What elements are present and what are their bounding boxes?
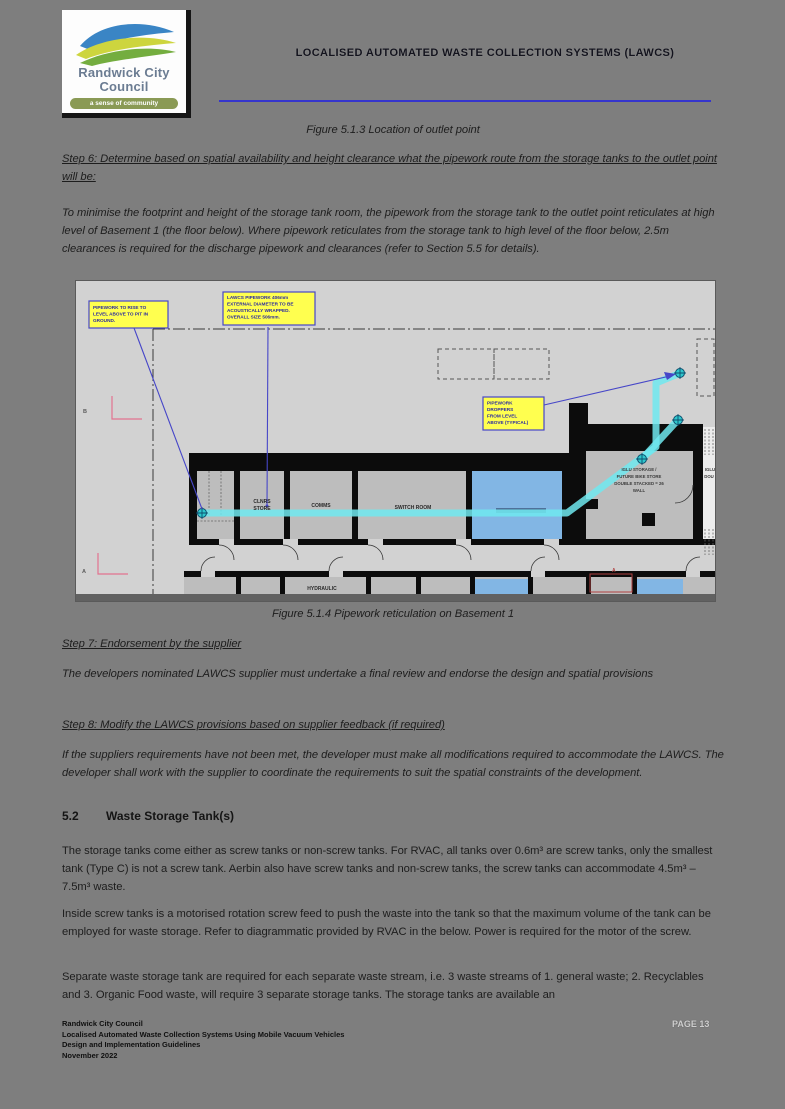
logo-waves-icon (62, 10, 186, 66)
iglu-right-label-2: DOU (704, 474, 714, 479)
iglu-label-4: WALL (632, 488, 646, 493)
figure-bottom-band (76, 594, 715, 601)
footer-guidelines: Design and Implementation Guidelines (62, 1040, 201, 1049)
document-header-title: LOCALISED AUTOMATED WASTE COLLECTION SYSTEMS (LAWCS) (295, 47, 675, 59)
cleaners-store-label: CLNRS (253, 499, 271, 505)
footer-council: Randwick City Council (62, 1019, 143, 1028)
logo-council-name (62, 66, 186, 94)
svg-text:LAWCS PIPEWORK 406mm: LAWCS PIPEWORK 406mm (227, 295, 289, 300)
iglu-label-2: FUTURE BIKE STORE (616, 474, 662, 479)
waste-room-blue (472, 471, 562, 539)
step-7-paragraph: Step 7: Endorsement by the supplier (62, 638, 242, 650)
pit-room (197, 471, 234, 539)
svg-text:ACOUSTICALLY WRAPPED.: ACOUSTICALLY WRAPPED. (227, 308, 290, 313)
callout-pipework-rise (89, 301, 168, 328)
figure-513-caption: Figure 5.1.3 Location of outlet point (306, 124, 480, 136)
header-rule (219, 100, 711, 102)
section-heading-5-2 (62, 809, 234, 823)
screw-paragraph: Inside screw tanks is a motorised rotation screw feed to push the waste into the tank so that the maximum volume of the tank can be employed for waste storage. Refer to diagrammatic provided by RVAC in the below. Power is required for the motor of the screw. (62, 908, 711, 938)
figure-514-caption: Figure 5.1.4 Pipework reticulation on Basement 1 (272, 608, 514, 620)
svg-text:DROPPERS: DROPPERS (487, 407, 514, 412)
iglu-storage-room (586, 451, 693, 539)
svg-text:EXTERNAL DIAMETER TO BE: EXTERNAL DIAMETER TO BE (227, 301, 294, 307)
page-number: PAGE 13 (672, 1019, 710, 1029)
logo-tagline: a sense of community (70, 98, 178, 109)
bottom-blue-room-2 (637, 579, 683, 594)
iglu-label-1: IGLU STORAGE / (621, 467, 657, 472)
logo-name-line2: Council (99, 79, 149, 94)
switch-room-label: SWITCH ROOM (394, 505, 432, 511)
endorse-paragraph: The developers nominated LAWCS supplier must undertake a final review and endorse the design and spatial provisions (62, 668, 654, 680)
svg-text:ABOVE (TYPICAL): ABOVE (TYPICAL) (487, 420, 529, 425)
grid-marker-b: B (83, 409, 87, 415)
bottom-blue-room-1 (475, 579, 528, 594)
footer-date: November 2022 (62, 1050, 118, 1060)
grid-marker-a2: A (612, 568, 616, 574)
svg-text:FROM LEVEL: FROM LEVEL (487, 413, 518, 419)
cleaners-store-label-2: STORE (253, 506, 271, 512)
tanks-paragraph: The storage tanks come either as screw tanks or non-screw tanks. For RVAC, all tanks over 0.6m³ are screw tanks, only the smallest tank (Type C) is not a screw tank. Aerbin also have screw tanks and non-screw tanks, the screw tanks can accommodate 4.5m³ – 7.5m³ waste. (62, 845, 713, 893)
footer-doc-title: Localised Automated Waste Collection Systems Using Mobile Vacuum Vehicles (62, 1029, 345, 1039)
streams-paragraph: Separate waste storage tank are required for each separate waste stream, i.e. 3 waste streams of 1. general waste; 2. Recyclables and 3. Organic Food waste, will require 3 separate storage tanks. The storage tanks are available an (62, 971, 704, 1001)
callout-pipework-droppers (483, 397, 544, 430)
section-title: Waste Storage Tank(s) (106, 809, 235, 823)
parking-bays (438, 339, 714, 396)
grid-marker-a: A (82, 569, 86, 575)
section-number: 5.2 (62, 809, 79, 823)
svg-text:GROUND.: GROUND. (93, 318, 116, 323)
svg-text:LEVEL ABOVE TO PIT IN: LEVEL ABOVE TO PIT IN (93, 311, 149, 317)
step-6-paragraph: Step 6: Determine based on spatial availability and height clearance what the pipework route from the storage tanks to the outlet point will be: (62, 153, 717, 183)
footer (62, 1019, 344, 1061)
svg-text:PIPEWORK: PIPEWORK (487, 400, 513, 406)
svg-text:PIPEWORK TO RISE TO: PIPEWORK TO RISE TO (93, 305, 147, 310)
iglu-right-label-1: IGLU (704, 467, 715, 472)
modify-paragraph: If the suppliers requirements have not been met, the developer must make all modifications required to accommodate the LAWCS. The developer shall work with the supplier to coordinate the requirements to suit the spatial constraints of the development. (62, 749, 724, 779)
step-8-paragraph: Step 8: Modify the LAWCS provisions based on supplier feedback (if required) (62, 719, 445, 731)
callout-pipework-diameter (223, 292, 315, 325)
council-logo (62, 10, 191, 118)
basement-plan-drawing (76, 281, 715, 601)
comms-label: COMMS (311, 503, 331, 509)
figure-514-floor-plan (75, 280, 716, 602)
hydraulic-label: HYDRAULIC (307, 586, 337, 592)
bottom-rooms (184, 574, 715, 594)
logo-name-line1: Randwick City (78, 65, 170, 80)
cleaners-store-room (240, 471, 284, 539)
iglu-label-3: DOUBLE STACKED = 26 (614, 481, 664, 486)
minimise-paragraph: To minimise the footprint and height of the storage tank room, the pipework from the storage tank to the outlet point reticulates at high level of Basement 1 (the floor below). Where pipework reticulates from the storage tank to high level of the floor below, 2.5m clearances is required for the discharge pipework and clearances (refer to Section 5.5 for details). (62, 207, 715, 255)
svg-text:OVERALL SIZE 506mm.: OVERALL SIZE 506mm. (227, 314, 280, 320)
